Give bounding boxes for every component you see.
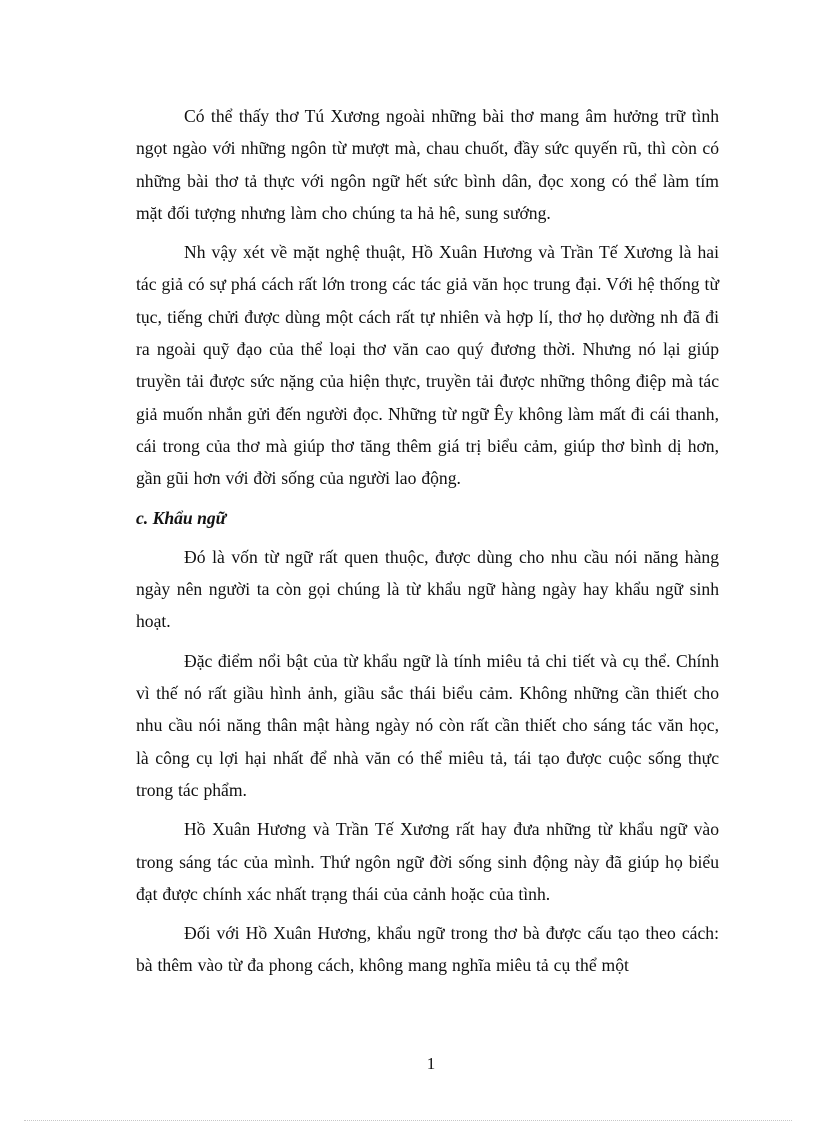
paragraph-ho-xuan-huong-khau-ngu: Đối với Hồ Xuân Hương, khẩu ngữ trong thơ bà được cấu tạo theo cách: bà thêm vào từ đa phong cách, không mang nghĩa miêu tả cụ thể một	[136, 923, 719, 976]
paragraph-tu-xuong-poetry: Có thể thấy thơ Tú Xương ngoài những bài thơ mang âm hưởng trữ tình ngọt ngào với những ngôn từ mượt mà, chau chuốt, đầy sức quyến rũ, thì còn có những bài thơ tả thực với ngôn ngữ hết sức bình dân, đọc xong có thể làm tím mặt đối tượng nhưng làm cho chúng ta hả hê, sung sướng.	[136, 106, 719, 223]
page-body	[136, 100, 719, 989]
paragraph-artistic-innovation: Nh vậy xét về mặt nghệ thuật, Hồ Xuân Hương và Trần Tế Xương là hai tác giả có sự phá cách rất lớn trong các tác giả văn học trung đại. Với hệ thống từ tục, tiếng chửi được dùng một cách rất tự nhiên và hợp lí, thơ họ dường nh đã đi ra ngoài quỹ đạo của thể loại thơ văn cao quý đương thời. Nhưng nó lại giúp truyền tải được sức nặng của hiện thực, truyền tải được những thông điệp mà tác giả muốn nhắn gửi đến người đọc. Những từ ngữ Êy không làm mất đi cái thanh, cái trong của thơ mà giúp thơ tăng thêm giá trị biểu cảm, giúp thơ bình dị hơn, gần gũi hơn với đời sống của người lao động.	[136, 242, 719, 489]
paragraph-authors-use-khau-ngu: Hồ Xuân Hương và Trần Tế Xương rất hay đưa những từ khẩu ngữ vào trong sáng tác của mình. Thứ ngôn ngữ đời sống sinh động này đã giúp họ biểu đạt được chính xác nhất trạng thái của cảnh hoặc của tình.	[136, 819, 719, 904]
paragraph-khau-ngu-features: Đặc điểm nổi bật của từ khẩu ngữ là tính miêu tả chi tiết và cụ thể. Chính vì thế nó rất giầu hình ảnh, giầu sắc thái biểu cảm. Không những cần thiết cho nhu cầu nói năng thân mật hàng ngày nó còn rất cần thiết cho sáng tác văn học, là công cụ lợi hại nhất để nhà văn có thể miêu tả, tái tạo được cuộc sống thực trong tác phẩm.	[136, 650, 719, 800]
paragraph-khau-ngu-definition: Đó là vốn từ ngữ rất quen thuộc, được dùng cho nhu cầu nói năng hàng ngày nên người ta còn gọi chúng là từ khẩu ngữ hàng ngày hay khẩu ngữ sinh hoạt.	[136, 546, 719, 632]
page-number: 1	[426, 1054, 436, 1073]
page-bottom-edge	[24, 1120, 792, 1121]
section-heading-khau-ngu: c. Khẩu ngữ	[136, 507, 227, 528]
